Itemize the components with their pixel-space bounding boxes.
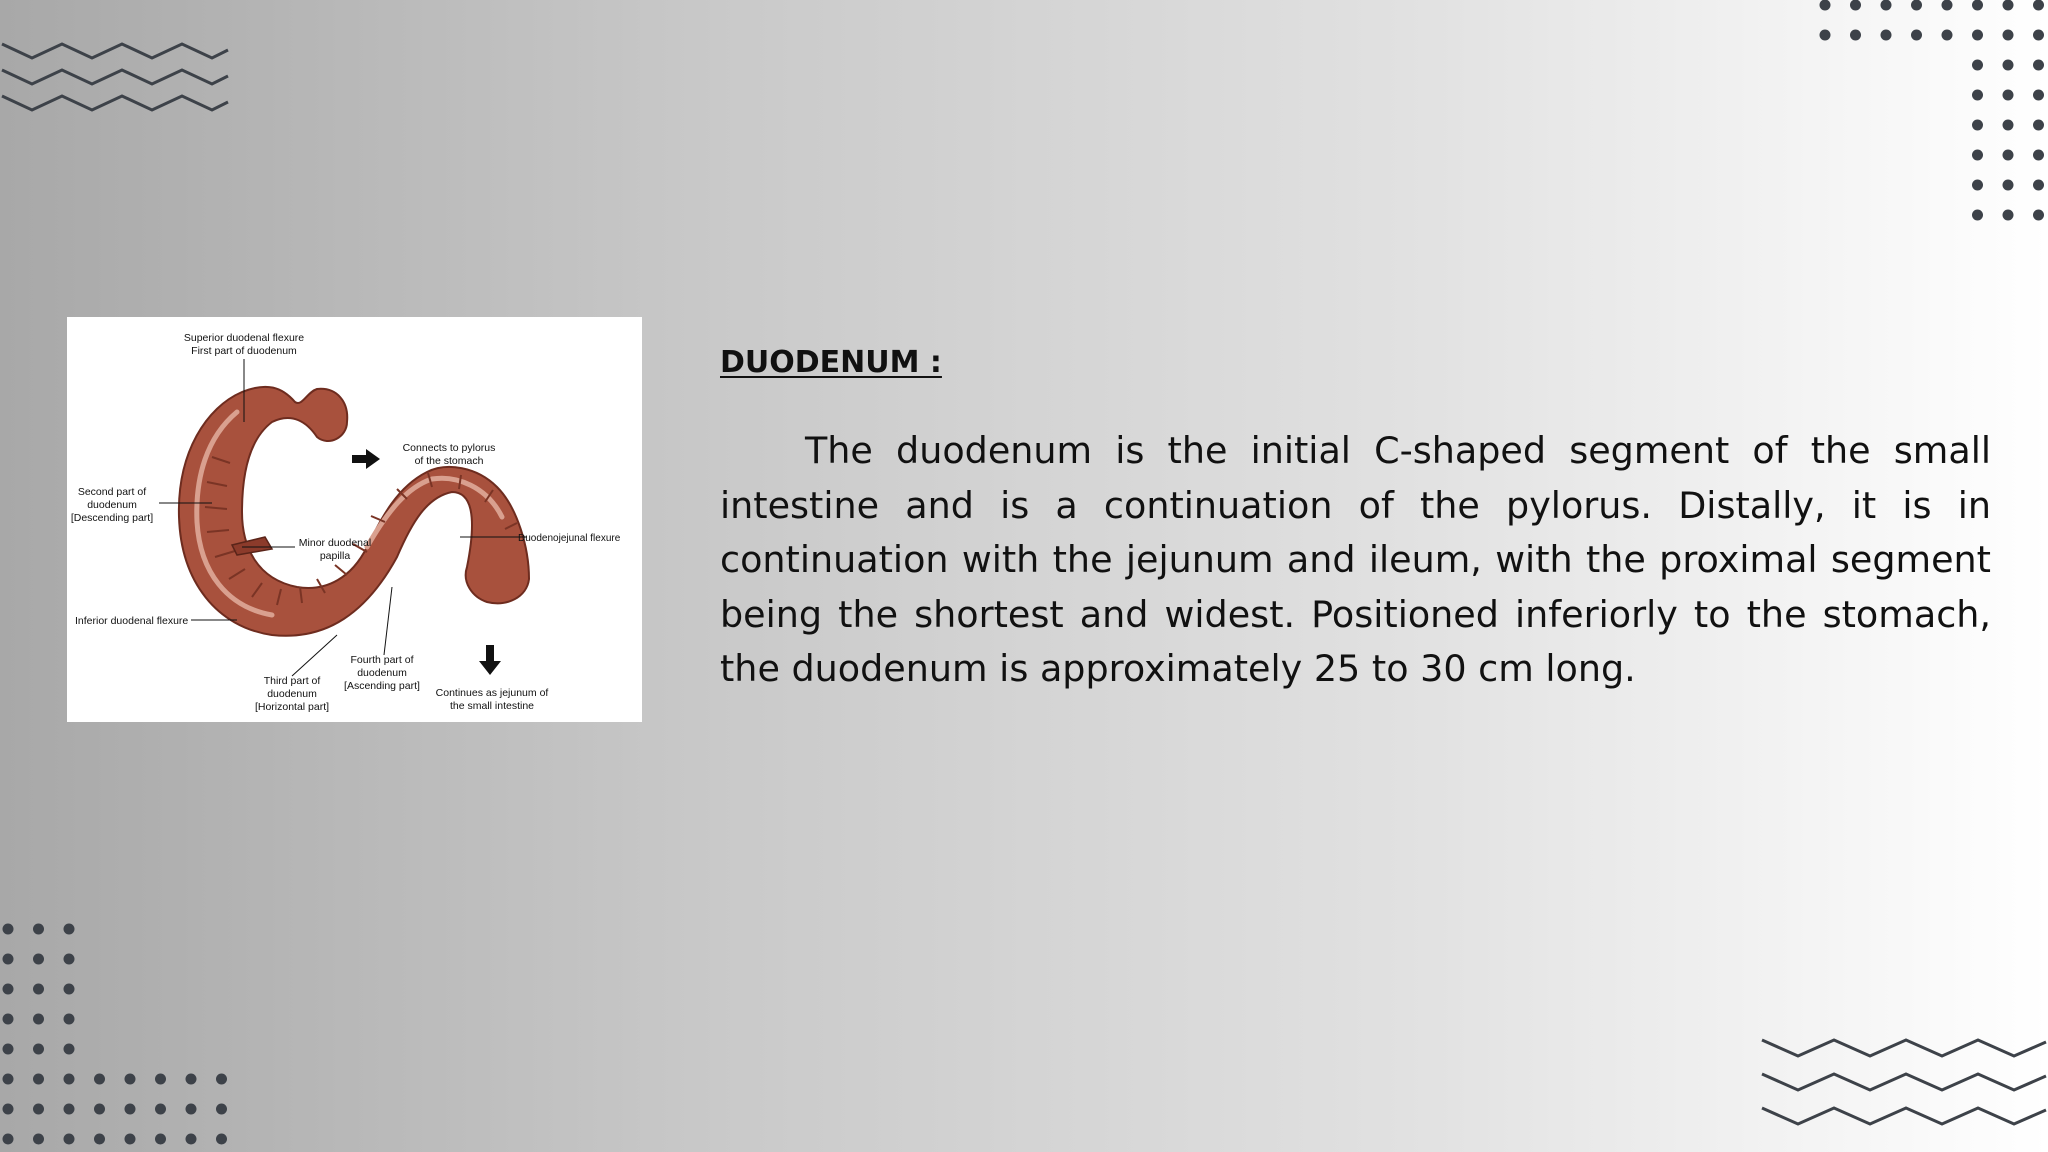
decoration-dot bbox=[1850, 0, 1861, 11]
label-fourth-part-2: duodenum bbox=[357, 667, 407, 679]
arrow-right-icon bbox=[352, 449, 380, 469]
label-minor-papilla-2: papilla bbox=[319, 550, 351, 562]
decoration-dot bbox=[186, 1074, 197, 1085]
decoration-dot bbox=[125, 1104, 136, 1115]
decoration-dot bbox=[1972, 90, 1983, 101]
slide-body-text: The duodenum is the initial C-shaped segment of the small intestine and is a continuation of the pylorus. Distally, it is in continuation with the jejunum and ileum, with the proximal segment being the shortest and widest. Positioned inferiorly to the stomach, the duodenum is approximately 25 to 30 cm long. bbox=[720, 429, 1991, 690]
decoration-dot bbox=[33, 1134, 44, 1145]
decoration-dot bbox=[2033, 0, 2044, 11]
decoration-dot bbox=[1942, 0, 1953, 11]
decoration-dot bbox=[155, 1134, 166, 1145]
decoration-dot bbox=[2033, 150, 2044, 161]
dot-grid-decoration-top-right bbox=[1800, 0, 2048, 235]
decoration-dot bbox=[2033, 60, 2044, 71]
decoration-dot bbox=[216, 1134, 227, 1145]
decoration-dot bbox=[1942, 30, 1953, 41]
label-jejunum-1: Continues as jejunum of bbox=[435, 687, 549, 699]
decoration-dot bbox=[125, 1134, 136, 1145]
decoration-dot bbox=[33, 924, 44, 935]
decoration-dot bbox=[1911, 0, 1922, 11]
decoration-dot bbox=[64, 924, 75, 935]
decoration-dot bbox=[2003, 90, 2014, 101]
label-duodenojejunal-flexure: Duodenojejunal flexure bbox=[518, 533, 621, 544]
decoration-dot bbox=[1881, 0, 1892, 11]
decoration-dot bbox=[2003, 120, 2014, 131]
decoration-dot bbox=[64, 984, 75, 995]
slide-heading: DUODENUM : bbox=[720, 345, 942, 380]
decoration-dot bbox=[64, 954, 75, 965]
decoration-dot bbox=[33, 1014, 44, 1025]
decoration-dot bbox=[94, 1134, 105, 1145]
decoration-dot bbox=[2033, 210, 2044, 221]
decoration-dot bbox=[2003, 0, 2014, 11]
decoration-dot bbox=[2003, 30, 2014, 41]
label-second-part-1: Second part of bbox=[77, 486, 147, 498]
decoration-dot bbox=[155, 1104, 166, 1115]
decoration-dot bbox=[1972, 150, 1983, 161]
decoration-dot bbox=[33, 984, 44, 995]
decoration-dot bbox=[1820, 30, 1831, 41]
decoration-dot bbox=[1911, 30, 1922, 41]
decoration-dot bbox=[3, 1044, 14, 1055]
decoration-dot bbox=[3, 1074, 14, 1085]
decoration-dot bbox=[2033, 30, 2044, 41]
decoration-dot bbox=[2003, 150, 2014, 161]
decoration-dot bbox=[3, 984, 14, 995]
zigzag-decoration-top-left bbox=[0, 38, 235, 120]
decoration-dot bbox=[186, 1134, 197, 1145]
decoration-dot bbox=[64, 1074, 75, 1085]
decoration-dot bbox=[2033, 180, 2044, 191]
label-superior-flexure: Superior duodenal flexure bbox=[183, 332, 305, 344]
decoration-dot bbox=[3, 954, 14, 965]
decoration-dot bbox=[216, 1074, 227, 1085]
label-second-part-2: duodenum bbox=[87, 499, 137, 511]
decoration-dot bbox=[186, 1104, 197, 1115]
decoration-dot bbox=[1972, 120, 1983, 131]
label-third-part-3: [Horizontal part] bbox=[254, 701, 330, 713]
decoration-dot bbox=[1972, 210, 1983, 221]
label-minor-papilla-1: Minor duodenal bbox=[298, 537, 372, 549]
decoration-dot bbox=[1820, 0, 1831, 11]
label-second-part-3: [Descending part] bbox=[70, 512, 154, 524]
arrow-down-icon bbox=[479, 645, 501, 675]
decoration-dot bbox=[33, 1074, 44, 1085]
decoration-dot bbox=[1972, 180, 1983, 191]
decoration-dot bbox=[33, 1044, 44, 1055]
decoration-dot bbox=[2003, 210, 2014, 221]
decoration-dot bbox=[1881, 30, 1892, 41]
label-pylorus-2: of the stomach bbox=[414, 455, 484, 467]
duodenum-illustration bbox=[67, 317, 642, 722]
decoration-dot bbox=[216, 1104, 227, 1115]
label-pylorus-1: Connects to pylorus bbox=[402, 442, 496, 454]
decoration-dot bbox=[64, 1134, 75, 1145]
zigzag-decoration-bottom-right bbox=[1760, 1030, 2048, 1130]
decoration-dot bbox=[155, 1074, 166, 1085]
decoration-dot bbox=[94, 1074, 105, 1085]
decoration-dot bbox=[64, 1044, 75, 1055]
decoration-dot bbox=[1972, 30, 1983, 41]
decoration-dot bbox=[125, 1074, 136, 1085]
decoration-dot bbox=[3, 1134, 14, 1145]
decoration-dot bbox=[3, 1014, 14, 1025]
decoration-dot bbox=[2033, 120, 2044, 131]
label-fourth-part-3: [Ascending part] bbox=[344, 680, 420, 692]
decoration-dot bbox=[1972, 0, 1983, 11]
decoration-dot bbox=[33, 1104, 44, 1115]
decoration-dot bbox=[94, 1104, 105, 1115]
decoration-dot bbox=[64, 1014, 75, 1025]
decoration-dot bbox=[1850, 30, 1861, 41]
label-fourth-part-1: Fourth part of bbox=[350, 654, 414, 666]
label-jejunum-2: the small intestine bbox=[449, 700, 535, 712]
decoration-dot bbox=[3, 924, 14, 935]
label-third-part-2: duodenum bbox=[267, 688, 317, 700]
decoration-dot bbox=[64, 1104, 75, 1115]
label-first-part: First part of duodenum bbox=[191, 345, 297, 357]
decoration-dot bbox=[1972, 60, 1983, 71]
decoration-dot bbox=[2033, 90, 2044, 101]
duodenum-anatomy-figure bbox=[67, 317, 642, 722]
dot-grid-decoration-bottom-left bbox=[0, 915, 240, 1152]
decoration-dot bbox=[2003, 180, 2014, 191]
decoration-dot bbox=[33, 954, 44, 965]
decoration-dot bbox=[3, 1104, 14, 1115]
decoration-dot bbox=[2003, 60, 2014, 71]
label-third-part-1: Third part of bbox=[263, 675, 321, 687]
label-inferior-flexure: Inferior duodenal flexure bbox=[75, 615, 189, 627]
